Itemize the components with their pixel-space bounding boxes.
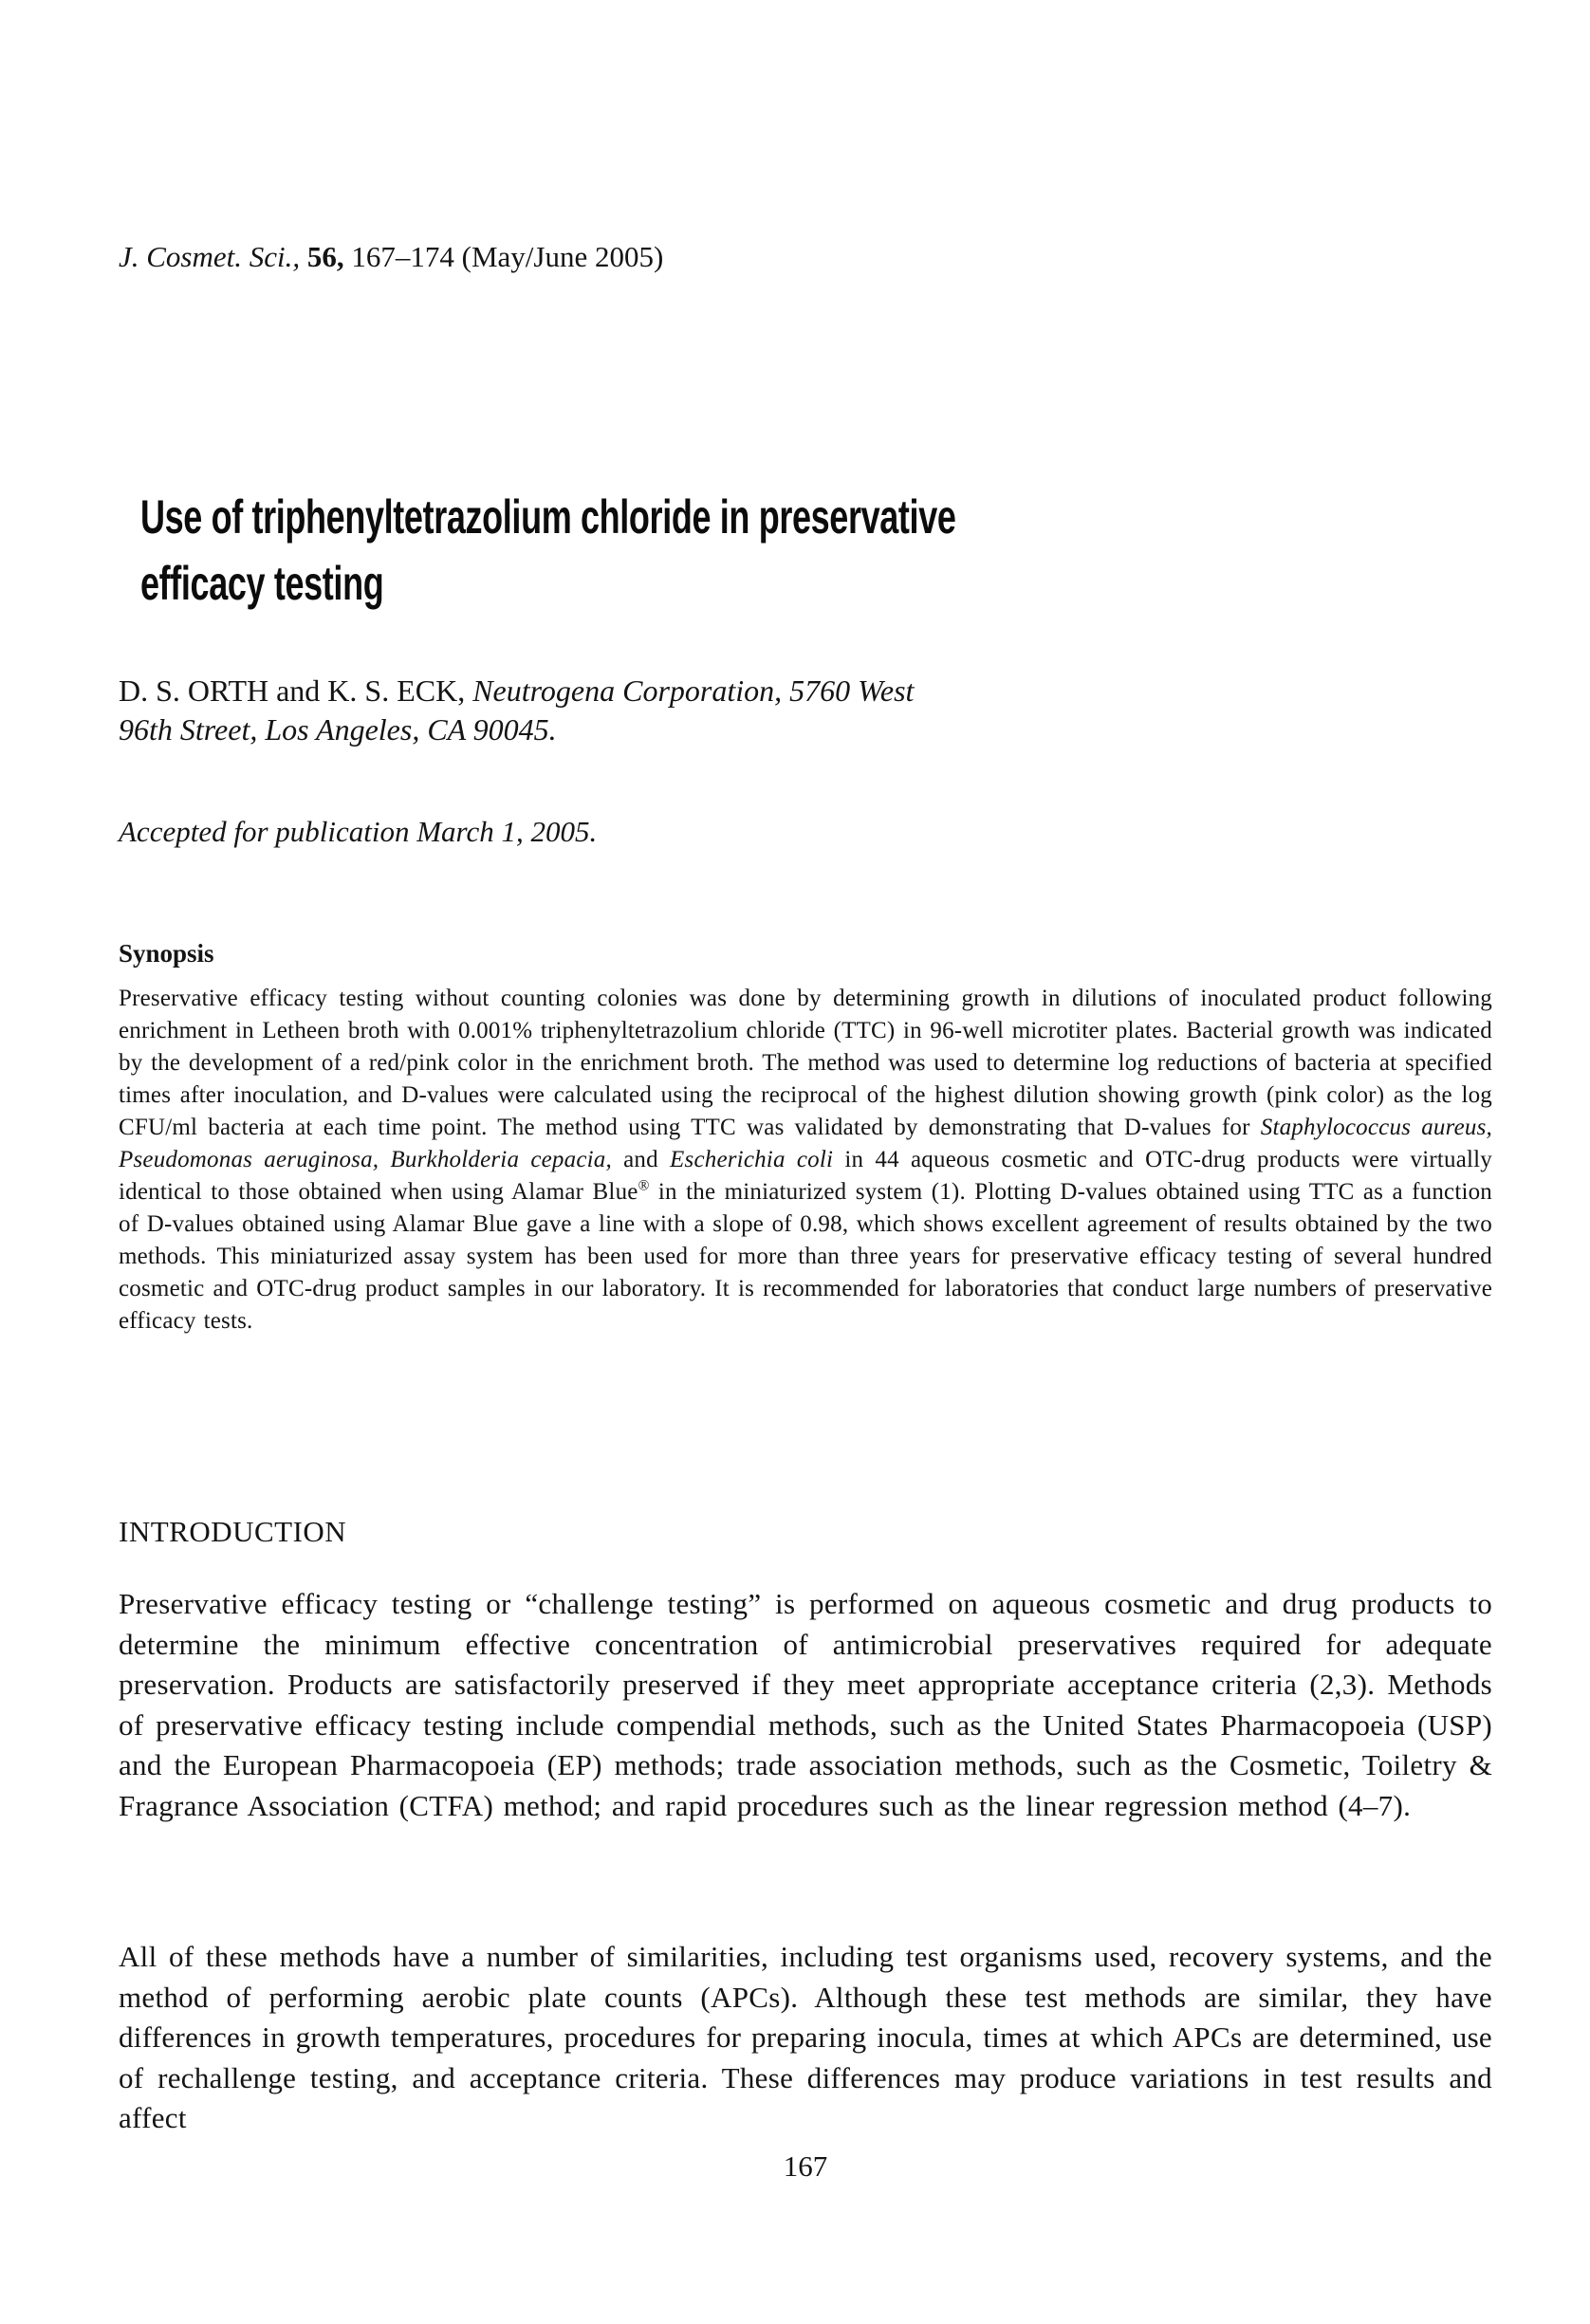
synopsis-segment-3: and	[611, 1147, 671, 1172]
affiliation-line-2: 96th Street, Los Angeles, CA 90045.	[119, 712, 557, 747]
synopsis-species-name-italic: Escherichia coli	[670, 1147, 834, 1172]
article-title	[140, 484, 1273, 617]
synopsis-heading: Synopsis	[119, 939, 214, 968]
journal-citation	[119, 239, 663, 275]
registered-trademark-symbol: ®	[638, 1177, 650, 1194]
author-names: D. S. ORTH and K. S. ECK,	[119, 673, 466, 708]
introduction-paragraph-1: Preservative efficacy testing or “challenge testing” is performed on aqueous cosmetic and drug products to determine the minimum effective concentration of antimicrobial preservatives required for adequate preservation. Products are satisfactorily preserved if they meet appropriate acceptance criteria (2,3). Methods of preservative efficacy testing include compendial methods, such as the United States Pharmacopoeia (USP) and the European Pharmacopoeia (EP) methods; trade association methods, such as the Cosmetic, Toiletry & Fragrance Association (CTFA) method; and rapid procedures such as the linear regression method (4–7).	[119, 1587, 1492, 1822]
article-title-line-2: efficacy testing	[140, 557, 384, 610]
synopsis-segment-5: in 44 aqueous cosmetic and OTC-drug products were virtually identical to those obtained when using Alamar Blue	[119, 1147, 1492, 1205]
author-affiliation-block	[119, 672, 914, 749]
page-range-and-issue: 167–174 (May/June 2005)	[351, 240, 664, 273]
article-title-line-1: Use of triphenyltetrazolium chloride in preservative	[140, 490, 956, 544]
synopsis-segment-1: Preservative efficacy testing without counting colonies was done by determining growth in dilutions of inoculated product following enrichment in Letheen broth with 0.001% triphenyltetrazolium chloride (TTC) in 96-well microtiter plates. Bacterial growth was indicated by the development of a red/pink color in the enrichment broth. The method was used to determine log reductions of bacteria at specified times after inoculation, and D-values were calculated using the reciprocal of the highest dilution showing growth (pink color) as the log CFU/ml bacteria at each time point. The method using TTC was validated by demonstrating that D-values for	[119, 986, 1492, 1140]
synopsis-species-names-italic: Staphylococcus aureus, Pseudomonas aeruginosa, Burkholderia cepacia,	[119, 1115, 1492, 1172]
affiliation-line-1: Neutrogena Corporation, 5760 West	[472, 673, 915, 708]
accepted-for-publication-note: Accepted for publication March 1, 2005.	[119, 815, 598, 848]
journal-name: J. Cosmet. Sci.,	[119, 240, 301, 273]
volume-number: 56,	[306, 240, 344, 273]
synopsis-text	[119, 983, 1492, 1337]
page-number: 167	[783, 2149, 828, 2183]
introduction-heading: INTRODUCTION	[119, 1515, 347, 1548]
introduction-paragraph-2: All of these methods have a number of similarities, including test organisms used, recovery systems, and the method of performing aerobic plate counts (APCs). Although these test methods are similar, they have differences in growth temperatures, procedures for preparing inocula, times at which APCs are determined, use of rechallenge testing, and acceptance criteria. These differences may produce variations in test results and affect	[119, 1940, 1492, 2134]
synopsis-segment-7: in the miniaturized system (1). Plotting D-values obtained using TTC as a function of D-values obtained using Alamar Blue gave a line with a slope of 0.98, which shows excellent agreement of results obtained by the two methods. This miniaturized assay system has been used for more than three years for preservative efficacy testing of several hundred cosmetic and OTC-drug product samples in our laboratory. It is recommended for laboratories that conduct large numbers of preservative efficacy tests.	[119, 1179, 1493, 1334]
